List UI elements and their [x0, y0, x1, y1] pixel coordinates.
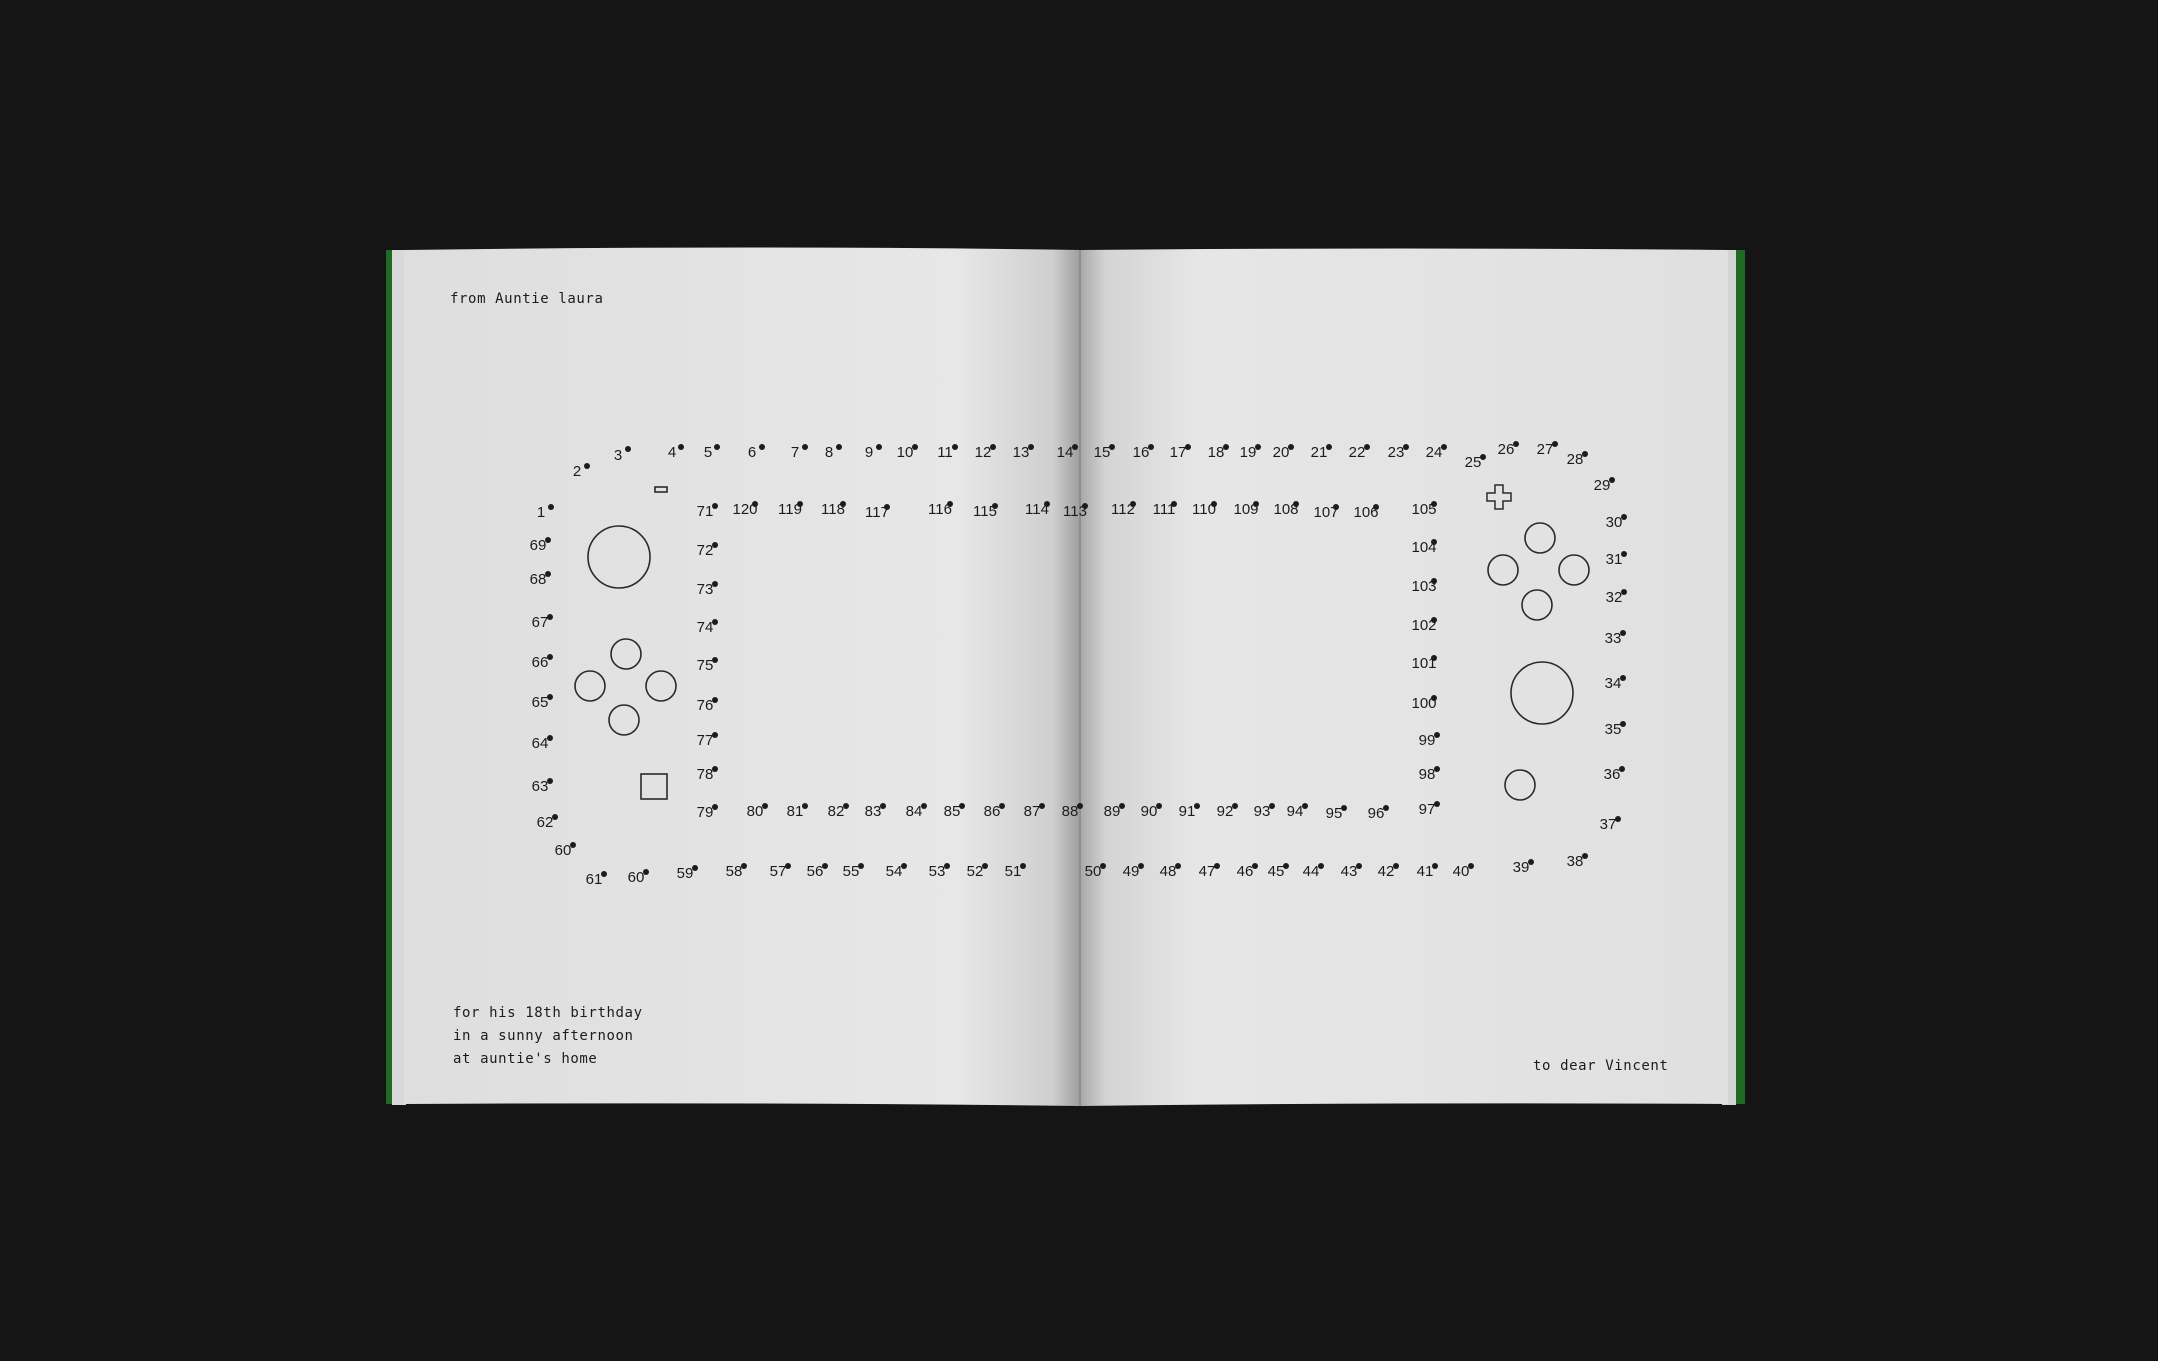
outer-number: 39: [1512, 859, 1530, 876]
outer-number: 17: [1169, 444, 1187, 461]
outer-number: 48: [1159, 863, 1177, 880]
outer-number: 42: [1377, 863, 1395, 880]
outer-number: 65: [531, 694, 549, 711]
outer-number: 41: [1416, 863, 1434, 880]
inner-number: 101: [1411, 655, 1437, 672]
page-stack-left: [392, 250, 406, 1105]
outer-number: 57: [769, 863, 787, 880]
inner-number: 72: [696, 542, 714, 559]
inner-number: 112: [1111, 501, 1135, 518]
inner-number: 73: [696, 581, 714, 598]
outer-number: 51: [1004, 863, 1022, 880]
outer-number: 33: [1604, 630, 1622, 647]
footer-line: in a sunny afternoon: [453, 1028, 634, 1044]
inner-number: 116: [928, 501, 952, 518]
outer-number: 44: [1302, 863, 1320, 880]
outer-number: 6: [747, 444, 757, 461]
outer-number: 25: [1464, 454, 1482, 471]
inner-number: 106: [1353, 504, 1379, 521]
outer-number: 26: [1497, 441, 1515, 458]
outer-number: 36: [1603, 766, 1621, 783]
inner-number: 91: [1178, 803, 1196, 820]
outer-number: 34: [1604, 675, 1622, 692]
outer-number: 8: [824, 444, 834, 461]
inner-number: 79: [696, 804, 714, 821]
outer-number: 52: [966, 863, 984, 880]
inner-number: 74: [696, 619, 714, 636]
inner-number: 90: [1140, 803, 1158, 820]
outer-dot: [759, 444, 765, 450]
inner-number: 120: [732, 501, 758, 518]
outer-dot: [802, 444, 808, 450]
outer-number: 19: [1239, 444, 1257, 461]
outer-number: 31: [1605, 551, 1623, 568]
outer-number: 61: [585, 871, 603, 888]
inner-number: 103: [1411, 578, 1437, 595]
inner-number: 92: [1216, 803, 1234, 820]
inner-number: 119: [778, 501, 802, 518]
outer-number: 67: [531, 614, 549, 631]
outer-number: 45: [1267, 863, 1285, 880]
outer-number: 46: [1236, 863, 1254, 880]
outer-number: 27: [1536, 441, 1554, 458]
outer-dot: [952, 444, 958, 450]
outer-number: 22: [1348, 444, 1366, 461]
inner-number: 97: [1418, 801, 1436, 818]
inner-number: 99: [1418, 732, 1436, 749]
inner-number: 113: [1063, 503, 1087, 520]
outer-number: 56: [806, 863, 824, 880]
outer-number: 23: [1387, 444, 1405, 461]
inner-number: 88: [1061, 803, 1079, 820]
left-page: [404, 248, 1080, 1107]
outer-number: 18: [1207, 444, 1225, 461]
outer-number: 24: [1425, 444, 1443, 461]
outer-number: 10: [896, 444, 914, 461]
outer-number: 60: [627, 869, 645, 886]
outer-dot: [714, 444, 720, 450]
outer-number: 60: [554, 842, 572, 859]
outer-number: 29: [1593, 477, 1611, 494]
right-page: [1080, 249, 1728, 1107]
footer-line: at auntie's home: [453, 1051, 598, 1067]
inner-number: 117: [865, 504, 889, 521]
outer-number: 5: [703, 444, 713, 461]
header-note: from Auntie laura: [450, 291, 604, 307]
inner-number: 83: [864, 803, 882, 820]
outer-number: 30: [1605, 514, 1623, 531]
outer-number: 64: [531, 735, 549, 752]
inner-number: 105: [1411, 501, 1437, 518]
outer-number: 15: [1093, 444, 1111, 461]
inner-number: 86: [983, 803, 1001, 820]
outer-number: 43: [1340, 863, 1358, 880]
inner-number: 94: [1286, 803, 1304, 820]
inner-number: 104: [1411, 539, 1437, 556]
outer-number: 62: [536, 814, 554, 831]
inner-number: 95: [1325, 805, 1343, 822]
outer-number: 28: [1566, 451, 1584, 468]
inner-number: 80: [746, 803, 764, 820]
inner-number: 96: [1367, 805, 1385, 822]
outer-number: 3: [613, 447, 623, 464]
inner-number: 78: [696, 766, 714, 783]
outer-number: 40: [1452, 863, 1470, 880]
outer-number: 21: [1310, 444, 1328, 461]
dedication-note: to dear Vincent: [1533, 1058, 1669, 1074]
footer-line: for his 18th birthday: [453, 1005, 643, 1021]
outer-number: 13: [1012, 444, 1030, 461]
inner-number: 82: [827, 803, 845, 820]
outer-dot: [836, 444, 842, 450]
inner-number: 71: [696, 503, 714, 520]
footer-note-block: [453, 1002, 643, 1071]
outer-number: 38: [1566, 853, 1584, 870]
inner-number: 102: [1411, 617, 1437, 634]
outer-number: 32: [1605, 589, 1623, 606]
outer-number: 12: [974, 444, 992, 461]
inner-number: 84: [905, 803, 923, 820]
inner-number: 81: [786, 803, 804, 820]
outer-number: 53: [928, 863, 946, 880]
outer-number: 2: [572, 463, 582, 480]
outer-number: 37: [1599, 816, 1617, 833]
inner-number: 111: [1152, 501, 1176, 518]
inner-number: 110: [1192, 501, 1216, 518]
outer-dot: [548, 504, 554, 510]
outer-number: 11: [937, 444, 953, 461]
outer-dot: [625, 446, 631, 452]
outer-number: 49: [1122, 863, 1140, 880]
inner-number: 114: [1025, 501, 1049, 518]
inner-number: 85: [943, 803, 961, 820]
outer-number: 69: [529, 537, 547, 554]
inner-number: 100: [1411, 695, 1437, 712]
inner-number: 77: [696, 732, 714, 749]
outer-dot: [678, 444, 684, 450]
outer-number: 4: [667, 444, 677, 461]
outer-number: 63: [531, 778, 549, 795]
inner-number: 118: [821, 501, 845, 518]
outer-number: 7: [790, 444, 800, 461]
outer-number: 59: [676, 865, 694, 882]
outer-number: 35: [1604, 721, 1622, 738]
inner-number: 115: [973, 503, 997, 520]
outer-number: 55: [842, 863, 860, 880]
outer-number: 50: [1084, 863, 1102, 880]
outer-number: 20: [1272, 444, 1290, 461]
inner-number: 76: [696, 697, 714, 714]
outer-number: 54: [885, 863, 903, 880]
outer-number: 16: [1132, 444, 1150, 461]
outer-number: 68: [529, 571, 547, 588]
inner-number: 93: [1253, 803, 1271, 820]
outer-number: 14: [1056, 444, 1074, 461]
inner-number: 107: [1313, 504, 1339, 521]
inner-number: 108: [1273, 501, 1299, 518]
outer-number: 66: [531, 654, 549, 671]
inner-number: 98: [1418, 766, 1436, 783]
inner-number: 75: [696, 657, 714, 674]
inner-number: 87: [1023, 803, 1041, 820]
outer-number: 1: [536, 504, 546, 521]
inner-number: 109: [1233, 501, 1259, 518]
inner-number: 89: [1103, 803, 1121, 820]
outer-dot: [876, 444, 882, 450]
outer-number: 47: [1198, 863, 1216, 880]
outer-number: 58: [725, 863, 743, 880]
outer-dot: [584, 463, 590, 469]
outer-number: 9: [864, 444, 874, 461]
